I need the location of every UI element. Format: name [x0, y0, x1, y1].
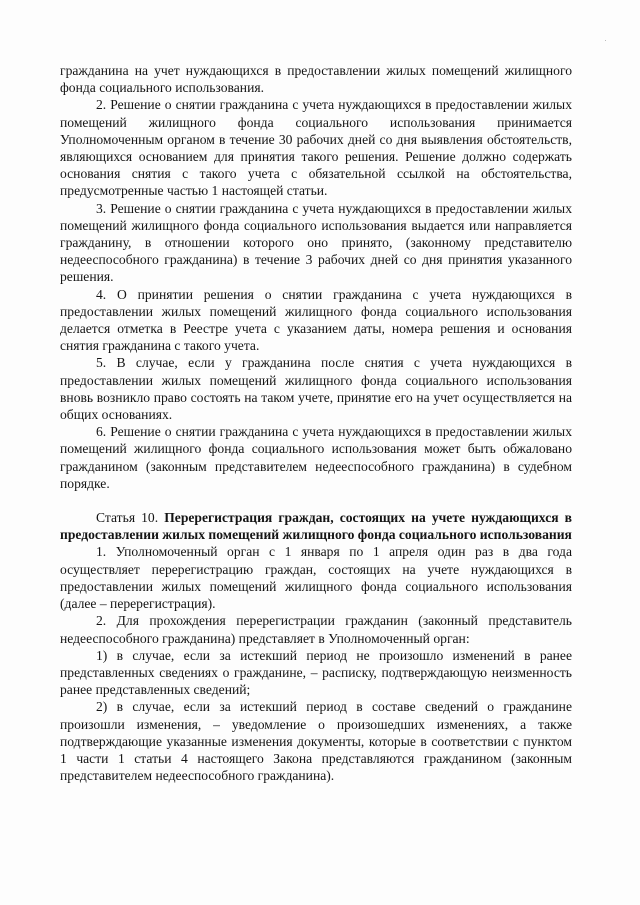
article9-item-3: 3. Решение о снятии гражданина с учета нуждающихся в предоставлении жилых помещений жилищного фонда социального использования выдается или направляется гражданину, в отношении которого оно принято, (законному представителю недееспособного гражданина) в течение 3 рабочих дней со дня принятия указанного решения.	[60, 200, 572, 285]
article9-item-6: 6. Решение о снятии гражданина с учета нуждающихся в предоставлении жилых помещений жилищного фонда социального использования может быть обжаловано гражданином (законным представителем недееспособного гражданина) в судебном порядке.	[60, 424, 572, 491]
article9-item-4: 4. О принятии решения о снятии гражданина с учета нуждающихся в предоставлении жилых помещений жилищного фонда социального использования делается отметка в Реестре учета с указанием даты, номера решения и основания снятия гражданина с такого учета.	[60, 286, 572, 354]
article10-heading	[60, 509, 572, 543]
document-body	[60, 62, 572, 784]
scan-speck	[605, 40, 606, 41]
article10-label: Статья 10.	[96, 510, 159, 526]
article10-item-1: 1. Уполномоченный орган с 1 января по 1 апреля один раз в два года осуществляет перерегистрацию граждан, состоящих на учете нуждающихся в предоставлении жилых помещений жилищного фонда социального использования (далее – перерегистрация).	[60, 544, 572, 612]
article10-item-2: 2. Для прохождения перерегистрации гражданин (законный представитель недееспособного гражданина) представляет в Уполномоченный орган:	[60, 613, 572, 646]
article10-subitem-1: 1) в случае, если за истекший период не произошло изменений в ранее представленных сведениях о гражданине, – расписку, подтверждающую неизменность ранее представленных сведений;	[60, 647, 572, 698]
article9-item-2: 2. Решение о снятии гражданина с учета нуждающихся в предоставлении жилых помещений жилищного фонда социального использования принимается Уполномоченным органом в течение 30 рабочих дней со дня выявления обстоятельств, являющихся основанием для принятия такого решения. Решение должно содержать основания снятия с такого учета с обязательной ссылкой на обстоятельства, предусмотренные частью 1 настоящей статьи.	[60, 97, 572, 199]
article10-subitem-2: 2) в случае, если за истекший период в составе сведений о гражданине произошли изменения, – уведомление о произошедших изменениях, а также подтверждающие указанные изменения документы, которые в соответствии с пунктом 1 части 1 статьи 4 настоящего Закона представляются гражданином (законным представителем недееспособного гражданина).	[60, 699, 572, 784]
article10-title: Перерегистрация граждан, состоящих на учете нуждающихся в предоставлении жилых помещений жилищного фонда социального использования	[60, 510, 572, 543]
intro-paragraph: гражданина на учет нуждающихся в предоставлении жилых помещений жилищного фонда социального использования.	[60, 63, 572, 96]
article9-item-5: 5. В случае, если у гражданина после снятия с учета нуждающихся в предоставлении жилых помещений жилищного фонда социального использования вновь возникло право состоять на таком учете, принятие его на учет осуществляется на общих основаниях.	[60, 355, 572, 423]
